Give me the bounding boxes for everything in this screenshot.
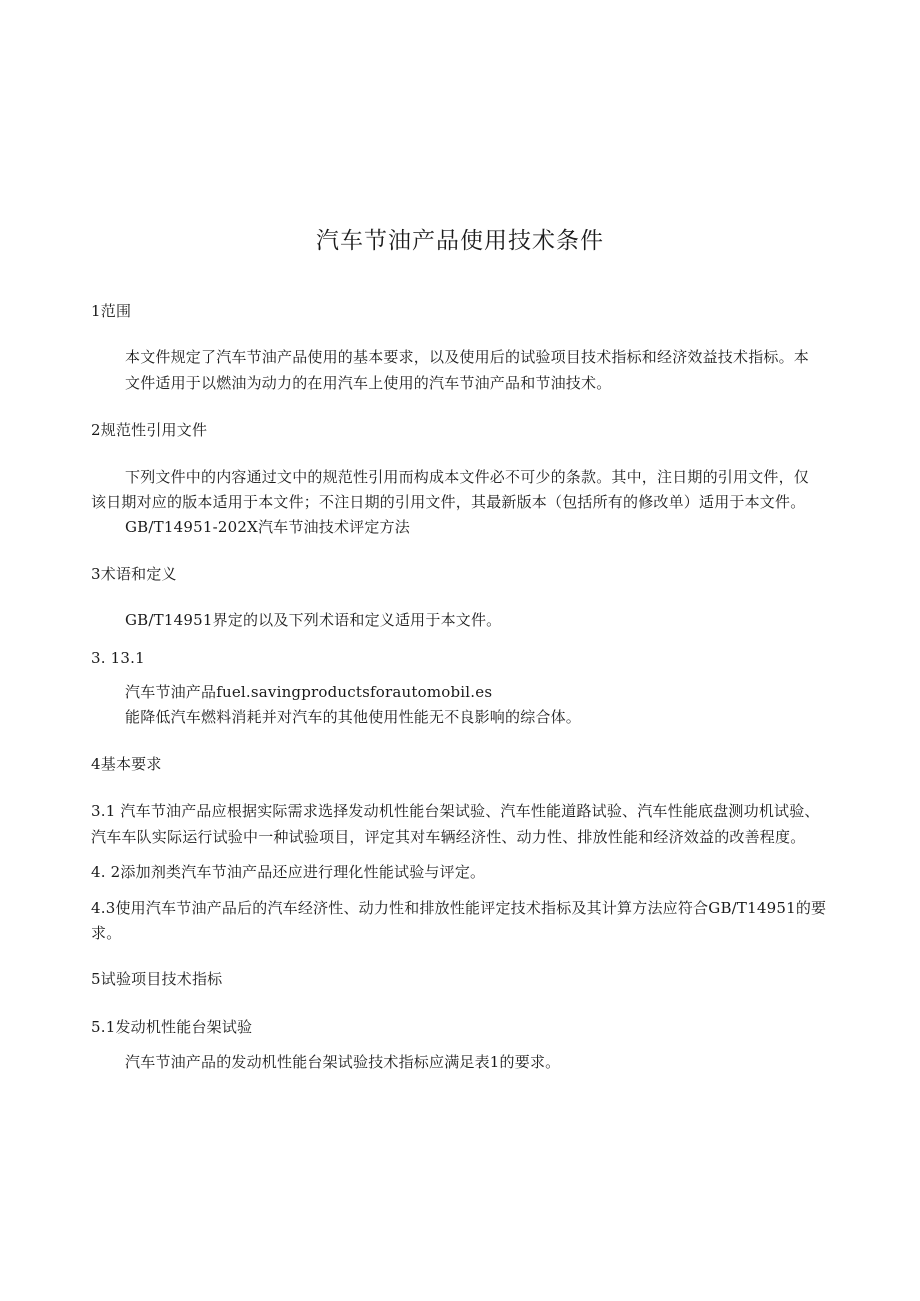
term-definition: 能降低汽车燃料消耗并对汽车的其他使用性能无不良影响的综合体。	[125, 708, 582, 726]
normative-paragraph-line2: 该日期对应的版本适用于本文件；不注日期的引用文件，其最新版本（包括所有的修改单）适用于本文件。	[91, 493, 806, 511]
section-heading-terms: 3术语和定义	[91, 565, 177, 583]
document-title: 汽车节油产品使用技术条件	[316, 228, 604, 254]
section-heading-normative: 2规范性引用文件	[91, 421, 208, 439]
basic-clause1-line1: 3.1 汽车节油产品应根据实际需求选择发动机性能台架试验、汽车性能道路试验、汽车性能底盘测功机试验、	[91, 802, 820, 820]
section-heading-basic: 4基本要求	[91, 755, 162, 773]
scope-paragraph-line2: 文件适用于以燃油为动力的在用汽车上使用的汽车节油产品和节油技术。	[125, 374, 612, 392]
section-heading-tests: 5试验项目技术指标	[91, 970, 223, 988]
terms-paragraph: GB/T14951界定的以及下列术语和定义适用于本文件。	[125, 611, 502, 629]
normative-paragraph-line1: 下列文件中的内容通过文中的规范性引用而构成本文件必不可少的条款。其中，注日期的引用文件，仅	[125, 468, 810, 486]
basic-clause3-line1: 4.3使用汽车节油产品后的汽车经济性、动力性和排放性能评定技术指标及其计算方法应符合GB/T14951的要	[91, 899, 827, 917]
basic-clause3-line2: 求。	[91, 924, 122, 942]
normative-reference: GB/T14951-202X汽车节油技术评定方法	[125, 518, 410, 536]
terms-clause-number: 3. 13.1	[91, 649, 145, 667]
basic-clause1-line2: 汽车车队实际运行试验中一种试验项目，评定其对车辆经济性、动力性、排放性能和经济效益的改善程度。	[91, 828, 806, 846]
section-heading-scope: 1范围	[91, 302, 132, 320]
term-name: 汽车节油产品fuel.savingproductsforautomobil.es	[125, 683, 493, 701]
tests-paragraph: 汽车节油产品的发动机性能台架试验技术指标应满足表1的要求。	[125, 1053, 561, 1071]
tests-subheading: 5.1发动机性能台架试验	[91, 1018, 253, 1036]
basic-clause2: 4. 2添加剂类汽车节油产品还应进行理化性能试验与评定。	[91, 863, 486, 881]
scope-paragraph-line1: 本文件规定了汽车节油产品使用的基本要求，以及使用后的试验项目技术指标和经济效益技术指标。本	[125, 348, 810, 366]
